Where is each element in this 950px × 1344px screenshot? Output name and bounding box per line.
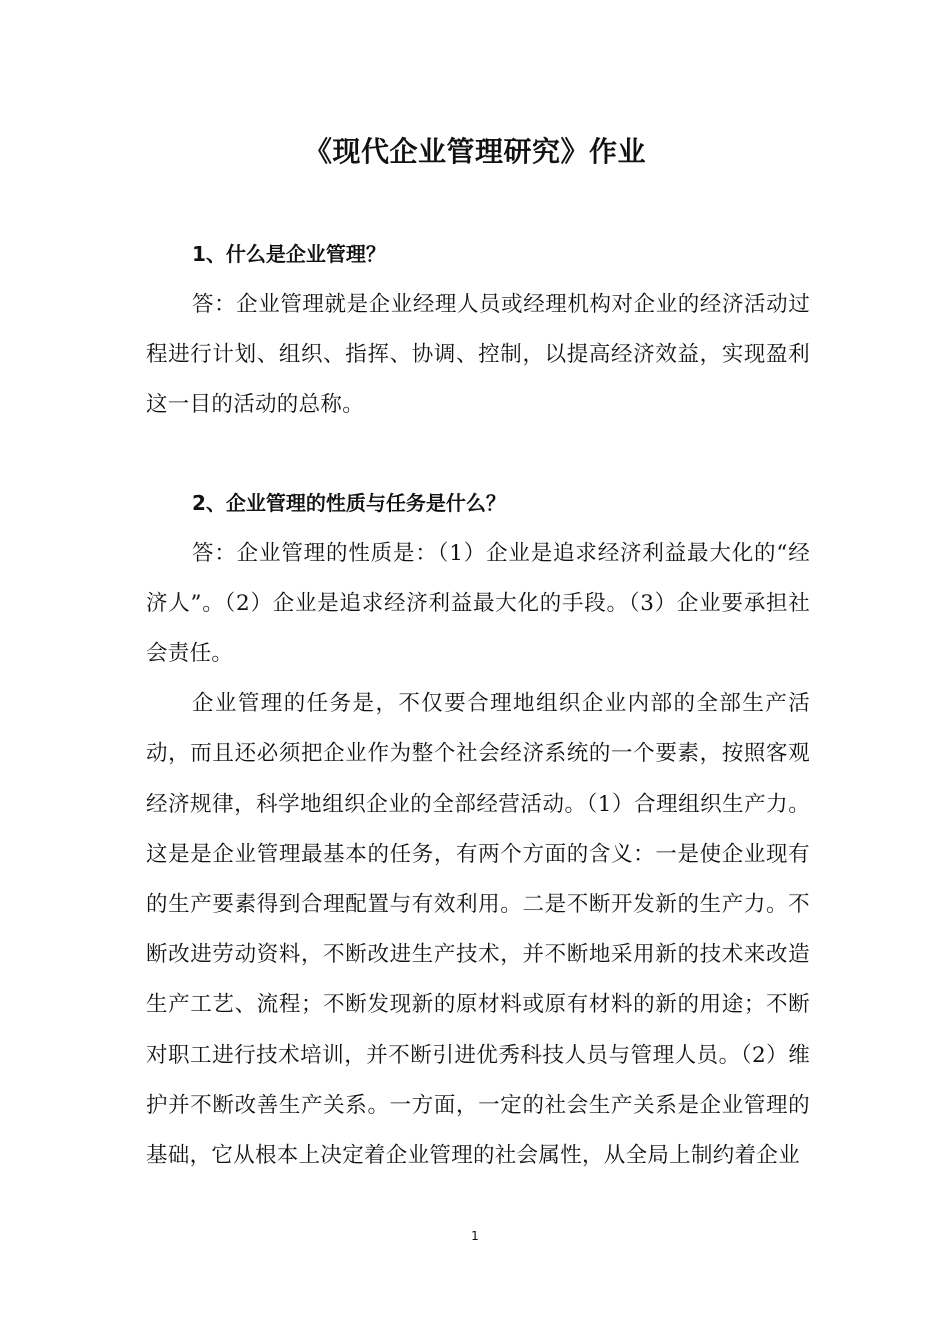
section-1	[146, 228, 810, 431]
page-number: 1	[471, 1229, 479, 1243]
document-title: 《现代企业管理研究》作业	[303, 135, 646, 168]
document-body	[146, 228, 810, 1181]
answer-paragraph: 答：企业管理的性质是：（1）企业是追求经济利益最大化的“经济人”。（2）企业是追求经济利益最大化的手段。（3）企业要承担社会责任。	[146, 540, 810, 667]
section-spacer	[146, 431, 810, 477]
question-heading: 1、什么是企业管理？	[192, 242, 386, 266]
question-heading: 2、企业管理的性质与任务是什么？	[192, 490, 506, 515]
section-2	[146, 477, 810, 1182]
answer-paragraph: 答：企业管理就是企业经理人员或经理机构对企业的经济活动过程进行计划、组织、指挥、协调、控制，以提高经济效益，实现盈利这一目的活动的总称。	[146, 292, 810, 418]
answer-paragraph: 企业管理的任务是，不仅要合理地组织企业内部的全部生产活动，而且还必须把企业作为整个社会经济系统的一个要素，按照客观经济规律，科学地组织企业的全部经营活动。（1）合理组织生产力。这是是企业管理最基本的任务，有两个方面的含义：一是使企业现有的生产要素得到合理配置与有效利用。二是不断开发新的生产力。不断改进劳动资料，不断改进生产技术，并不断地采用新的技术来改造生产工艺、流程；不断发现新的原材料或原有材料的新的用途；不断对职工进行技术培训，并不断引进优秀科技人员与管理人员。（2）维护并不断改善生产关系。一方面，一定的社会生产关系是企业管理的基础，它从根本上决定着企业管理的社会属性，从全局上制约着企业	[146, 691, 810, 1169]
